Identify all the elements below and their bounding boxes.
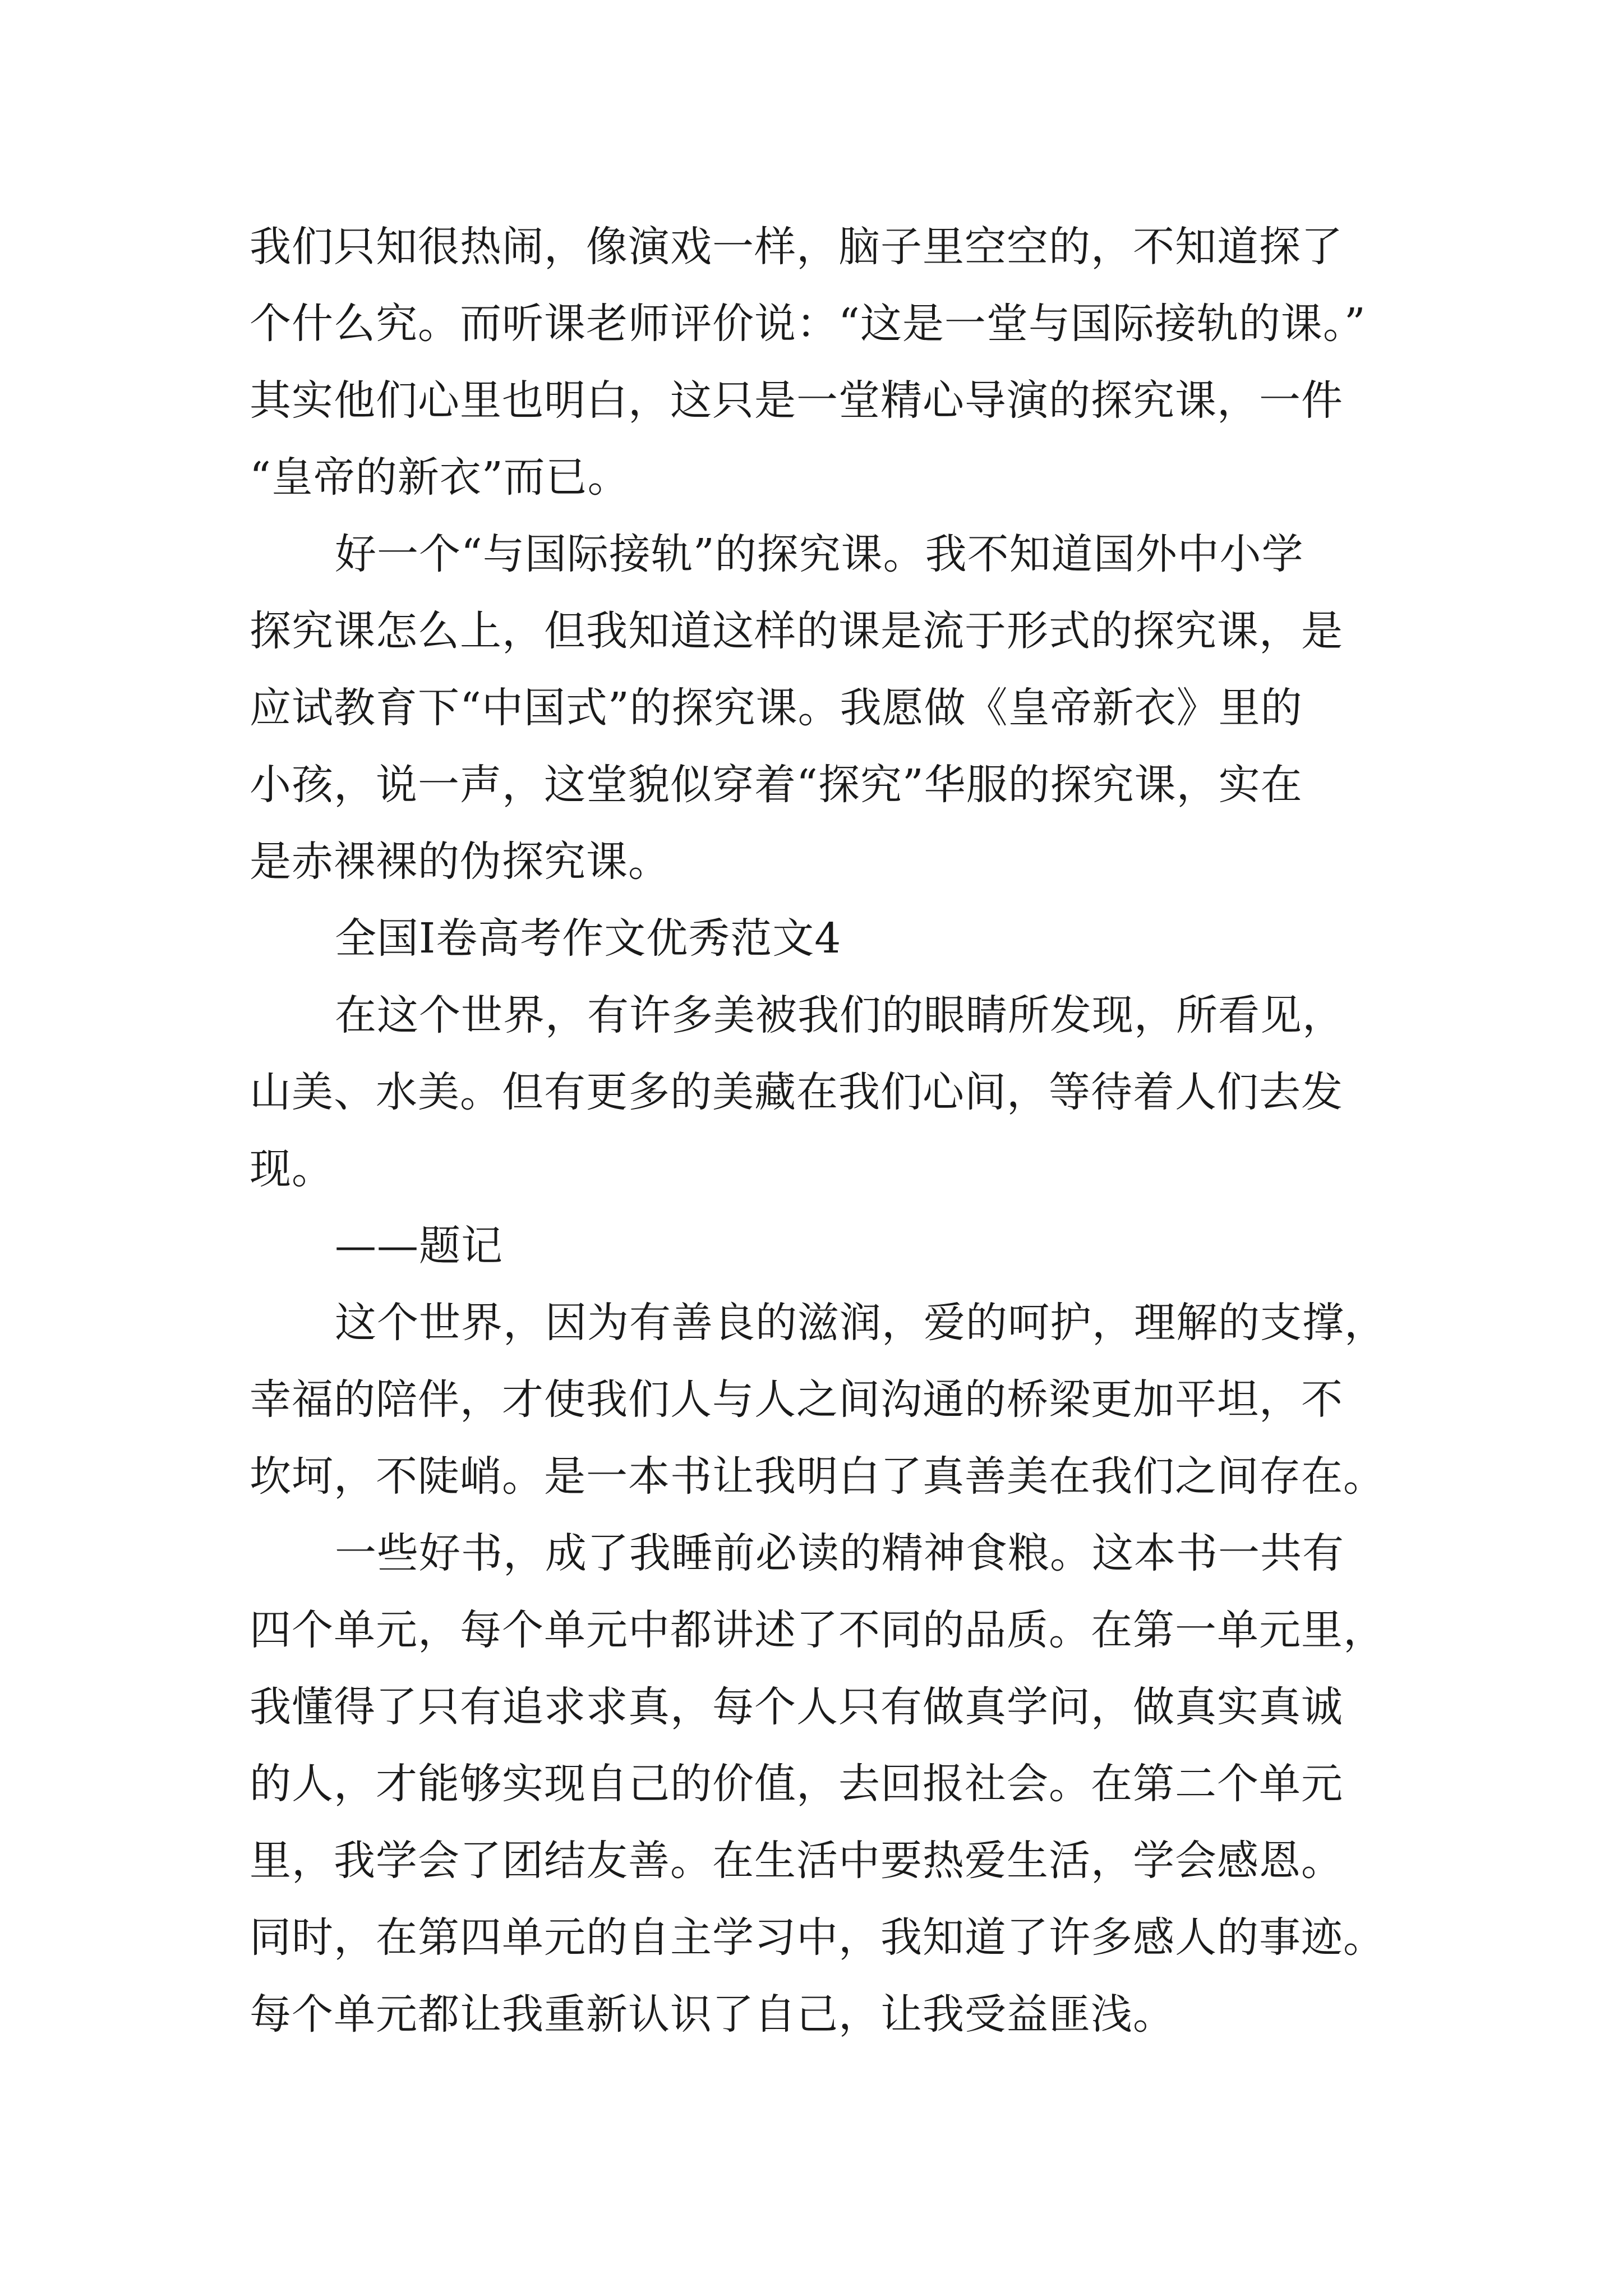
text-line: 好一个“与国际接轨”的探究课。我不知道国外中小学 xyxy=(335,530,1304,578)
text-line: 小孩，说一声，这堂貌似穿着“探究”华服的探究课，实在 xyxy=(250,761,1303,809)
text-line: 幸福的陪伴，才使我们人与人之间沟通的桥梁更加平坦，不 xyxy=(250,1375,1343,1424)
text-line: 每个单元都让我重新认识了自己，让我受益匪浅。 xyxy=(250,1990,1175,2039)
text-line: 山美、水美。但有更多的美藏在我们心间，等待着人们去发 xyxy=(250,1068,1343,1116)
text-line: 现。 xyxy=(250,1145,334,1193)
text-line: 个什么究。而听课老师评价说：“这是一堂与国际接轨的课。” xyxy=(250,300,1366,348)
text-line: 探究课怎么上，但我知道这样的课是流于形式的探究课，是 xyxy=(250,607,1343,655)
text-line: 的人，才能够实现自己的价值，去回报社会。在第二个单元 xyxy=(250,1760,1343,1808)
text-line: “皇帝的新衣”而已。 xyxy=(250,453,630,501)
text-line: 同时，在第四单元的自主学习中，我知道了许多感人的事迹。 xyxy=(250,1913,1385,1962)
text-line: 其实他们心里也明白，这只是一堂精心导演的探究课，一件 xyxy=(250,376,1343,425)
text-line: 一些好书，成了我睡前必读的精神食粮。这本书一共有 xyxy=(335,1529,1344,1577)
text-line: 是赤裸裸的伪探究课。 xyxy=(250,838,670,886)
text-line: 四个单元，每个单元中都讲述了不同的品质。在第一单元里， xyxy=(250,1606,1385,1654)
text-line: 我们只知很热闹，像演戏一样，脑子里空空的，不知道探了 xyxy=(250,223,1343,271)
text-line: 里，我学会了团结友善。在生活中要热爱生活，学会感恩。 xyxy=(250,1837,1343,1885)
text-line: 这个世界，因为有善良的滋润，爱的呵护，理解的支撑， xyxy=(335,1299,1386,1347)
text-line: 在这个世界，有许多美被我们的眼睛所发现，所看见， xyxy=(335,991,1344,1039)
body-text xyxy=(250,209,1394,2053)
text-line: 应试教育下“中国式”的探究课。我愿做《皇帝新衣》里的 xyxy=(250,684,1303,732)
text-line: 我懂得了只有追求求真，每个人只有做真学问，做真实真诚 xyxy=(250,1683,1343,1731)
text-line: ——题记 xyxy=(335,1222,503,1270)
text-line: 坎坷，不陡峭。是一本书让我明白了真善美在我们之间存在。 xyxy=(250,1452,1385,1501)
text-line: 全国Ⅰ卷高考作文优秀范文4 xyxy=(335,914,842,963)
